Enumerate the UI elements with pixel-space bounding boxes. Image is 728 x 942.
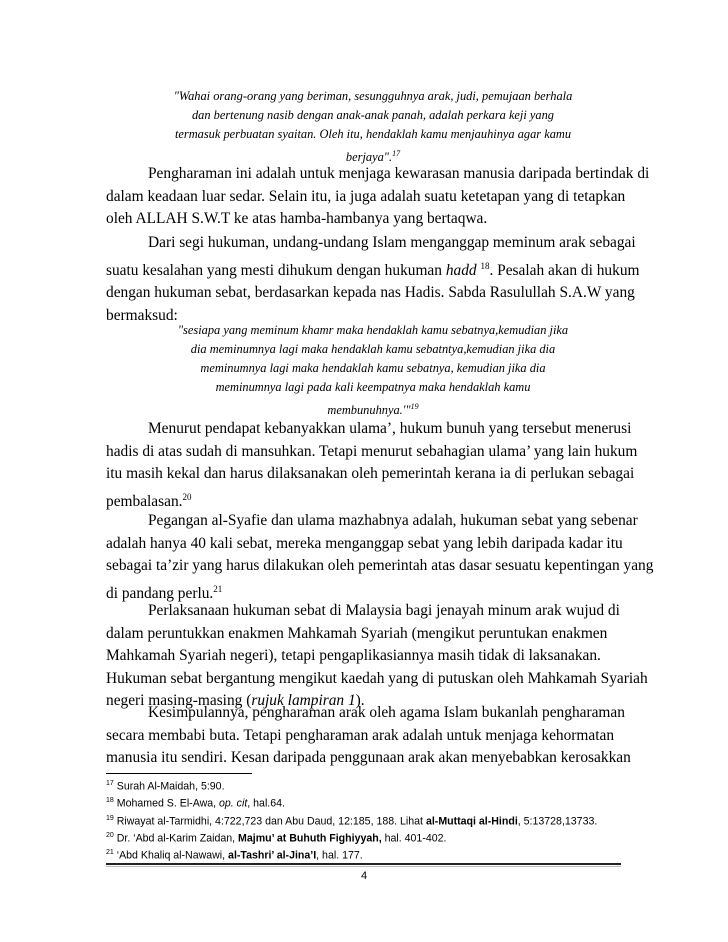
paragraph-line: Pengharaman ini adalah untuk menjaga kewarasan manusia daripada bertindak di: [148, 165, 650, 182]
footnote-ref: 18: [480, 260, 490, 271]
quote-line: membunuhnya.'"$^{19}$: [327, 402, 419, 418]
quote-line: berjaya".$^{17}$: [345, 149, 401, 165]
paragraph-line: Mahkamah Syariah negeri), tetapi pengaplikasiannya masih tidak di laksanakan.: [106, 647, 601, 664]
paragraph-line: itu masih kekal dan harus dilaksanakan oleh pemerintah kerana ia di perlukan sebagai: [106, 465, 635, 482]
paragraph-line: dengan hukuman sebat, berdasarkan kepada nas Hadis. Sabda Rasulullah S.A.W yang: [106, 284, 635, 302]
quote-line: dan bertenung nasib dengan anak-anak panah, adalah perkara keji yang: [191, 108, 555, 122]
footnote-ref: 21: [213, 583, 223, 594]
quote-line: meminumnya lagi pada kali keempatnya maka hendaklah kamu: [215, 380, 531, 394]
footnote-ref: 17: [392, 149, 401, 158]
paragraph-line: oleh ALLAH S.W.T ke atas hamba-hambanya yang bertaqwa.: [106, 210, 488, 227]
footnote-separator: [106, 773, 252, 774]
quote-line: "Wahai orang-orang yang beriman, sesungguhnya arak, judi, pemujaan berhala: [173, 89, 573, 103]
quote-line: dia meminumnya lagi maka hendaklah kamu sebatntya,kemudian jika dia: [190, 342, 556, 356]
paragraph-line: di pandang perlu.$^{21}$: [106, 583, 223, 602]
quranic-verse-quote: [140, 87, 606, 167]
quote-line: termasuk perbuatan syaitan. Oleh itu, hendaklah kamu menjauhinya agar kamu: [174, 127, 572, 141]
footnote-ref: 19: [410, 402, 419, 411]
paragraph-line: Hukuman sebat bergantung mengikut kaedah yang di putuskan oleh Mahkamah Syariah: [106, 669, 648, 687]
paragraph: [106, 163, 650, 231]
paragraph-line: Menurut pendapat kebanyakkan ulama’, hukum bunuh yang tersebut menerusi: [148, 420, 632, 437]
footnote: $^{21}$ ‘Abd Khaliq al-Nawawi, al-Tashri’ al-Jina’I, hal. 177.: [106, 849, 363, 862]
footnote-ref: 20: [182, 491, 192, 502]
paragraph-line: Perlaksanaan hukuman sebat di Malaysia bagi jenayah minum arak wujud di: [148, 602, 620, 619]
paragraph-line: pembalasan.$^{20}$: [106, 491, 192, 510]
footer-rule-shadow: [106, 866, 621, 867]
quote-line: "sesiapa yang meminum khamr maka hendaklah kamu sebatnya,kemudian jika: [177, 323, 569, 337]
paragraph: [106, 232, 640, 327]
page-number: 4: [360, 870, 368, 882]
paragraph: [106, 418, 638, 513]
paragraph-line: adalah hanya 40 kali sebat, mereka menganggap sebat yang lebih daripada kadar itu: [106, 534, 623, 552]
paragraph-line: dalam keadaan luar sedar. Selain itu, ia juga adalah suatu ketetapan yang di tetapkan: [106, 187, 626, 205]
paragraph-line: manusia itu sendiri. Kesan daripada penggunaan arak akan menyebabkan kerosakkan: [106, 749, 631, 766]
paragraph: [106, 510, 654, 605]
footer-rule: [106, 863, 621, 865]
footnote: $^{19}$ Riwayat al-Tarmidhi, 4:722,723 dan Abu Daud, 12:185, 188. Lihat al-Muttaqi al-Hindi, 5:13728,13733.: [106, 814, 598, 828]
footnote: $^{18}$ Mohamed S. El-Awa, op. cit, hal.64.: [106, 797, 285, 810]
footnotes: [106, 777, 646, 864]
paragraph-line: hadis di atas sudah di mansuhkan. Tetapi menurut sebahagian ulama’ yang lain hukum: [106, 442, 638, 460]
quote-line: meminumnya lagi maka hendaklah kamu sebatnya, kemudian jika dia: [200, 361, 546, 375]
hadith-quote: [140, 321, 606, 420]
footnote: $^{17}$ Surah Al-Maidah, 5:90.: [106, 780, 225, 793]
paragraph: [106, 702, 631, 770]
paragraph-line: Kesimpulannya, pengharaman arak oleh agama Islam bukanlah pengharaman: [148, 704, 625, 721]
paragraph: [106, 600, 648, 713]
paragraph-line: Pegangan al-Syafie dan ulama mazhabnya adalah, hukuman sebat yang sebenar: [148, 512, 638, 529]
paragraph-line: bermaksud:: [106, 306, 178, 324]
paragraph-line: sebagai ta’zir yang harus dilakukan oleh pemerintah atas dasar sesuatu kepentingan yang: [106, 557, 654, 574]
paragraph-line: secara membabi buta. Tetapi pengharaman arak adalah untuk menjaga kehormatan: [106, 726, 615, 744]
paragraph-line: dalam peruntukkan enakmen Mahkamah Syariah (mengikut peruntukan enakmen: [106, 624, 608, 642]
paragraph-line: suatu kesalahan yang mesti dihukum dengan hukuman hadd $^{18}$. Pesalah akan di hukum: [106, 260, 640, 279]
paragraph-line: Dari segi hukuman, undang-undang Islam menganggap meminum arak sebagai: [148, 234, 636, 251]
footnote: $^{20}$ Dr. ‘Abd al-Karim Zaidan, Majmu’ at Buhuth Fighiyyah, hal. 401-402.: [106, 831, 447, 845]
paragraph-line: negeri masing-masing (rujuk lampiran 1).: [106, 692, 365, 709]
